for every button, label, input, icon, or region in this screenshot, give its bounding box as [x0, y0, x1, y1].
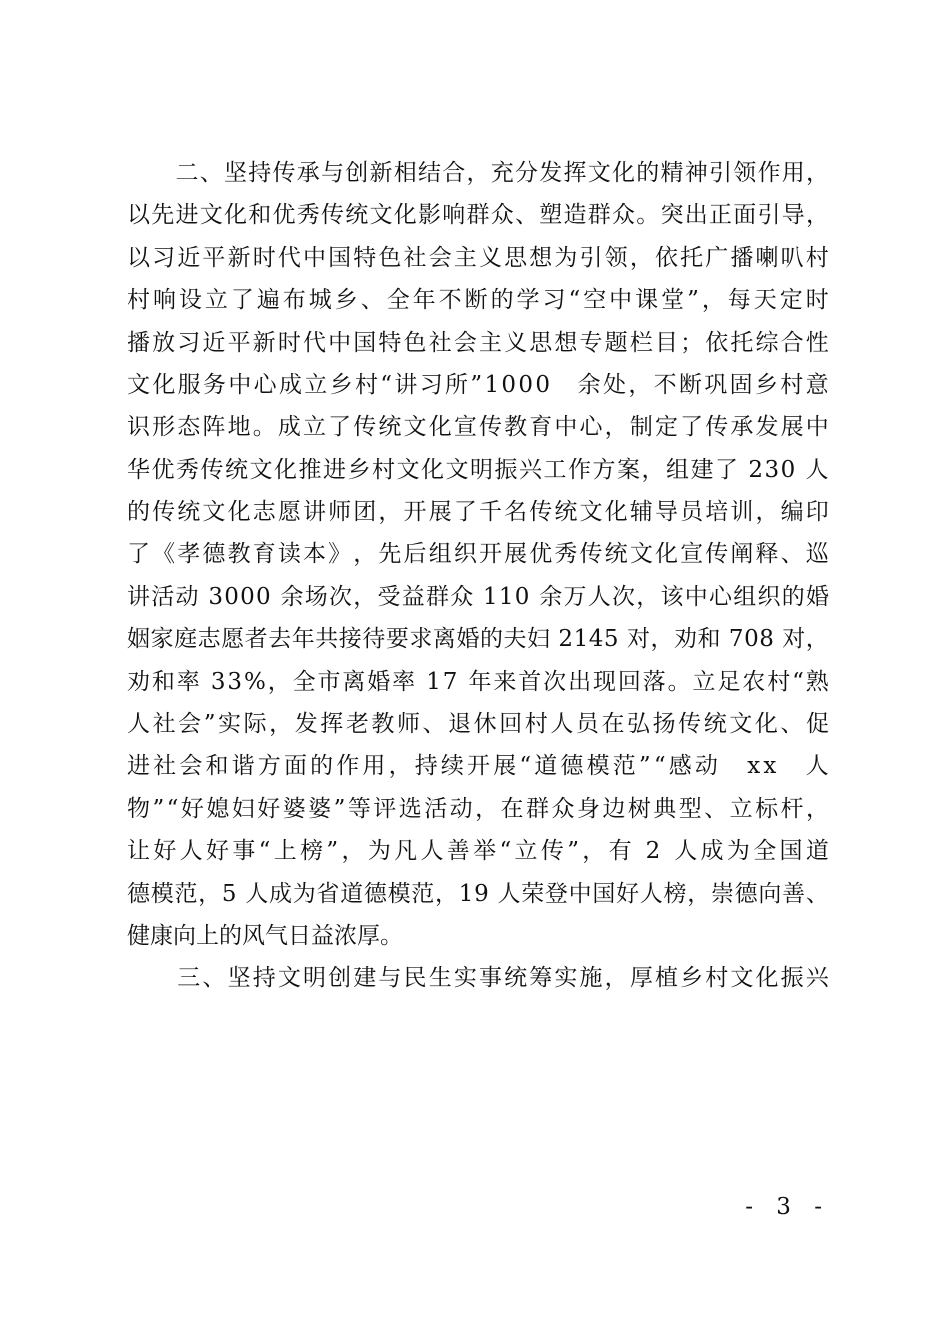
text-line: 的 传 统 文 化 志 愿 讲 师 团 ， 开 展 了 千 名 传 统 文 化 辅 导 员 培 训 ， 编 印: [127, 499, 829, 525]
text-line: 讲 活 动 3 0 0 0 余 场 次 ， 受 益 群 众 1 1 0 余 万 人 次 ， 该 中 心 组 织 的 婚: [127, 584, 829, 610]
text-line: 姻 家 庭 志 愿 者 去 年 共 接 待 要 求 离 婚 的 夫 妇 2 1 4 5 对 ， 劝 和 7 0 8 对 ，: [127, 626, 829, 652]
text-line: 了 《 孝 德 教 育 读 本 》 ， 先 后 组 织 开 展 优 秀 传 统 文 化 宣 传 阐 释 、 巡: [127, 541, 829, 567]
text-line: 文 化 服 务 中 心 成 立 乡 村 “ 讲 习 所 ” 1 0 0 0 余 处 ， 不 断 巩 固 乡 村 意: [127, 372, 829, 398]
text-line: 劝 和 率 3 3 % ， 全 市 离 婚 率 1 7 年 来 首 次 出 现 回 落 。 立 足 农 村 “ 熟: [127, 669, 829, 695]
text-line: 二 、 坚 持 传 承 与 创 新 相 结 合 ， 充 分 发 挥 文 化 的 精 神 引 领 作 用 ，: [175, 160, 829, 186]
text-line: 以 习 近 平 新 时 代 中 国 特 色 社 会 主 义 思 想 为 引 领 ， 依 托 广 播 喇 叭 村: [127, 245, 829, 271]
text-line: 识 形 态 阵 地 。 成 立 了 传 统 文 化 宣 传 教 育 中 心 ， 制 定 了 传 承 发 展 中: [127, 414, 829, 440]
text-line: 以 先 进 文 化 和 优 秀 传 统 文 化 影 响 群 众 、 塑 造 群 众 。 突 出 正 面 引 导 ，: [127, 202, 829, 228]
text-line: 让 好 人 好 事 “ 上 榜 ” ， 为 凡 人 善 举 “ 立 传 ” ， 有 2 人 成 为 全 国 道: [127, 838, 829, 864]
text-line: 华 优 秀 传 统 文 化 推 进 乡 村 文 化 文 明 振 兴 工 作 方 案 ， 组 建 了 2 3 0 人: [127, 457, 829, 483]
text-line: 德 模 范 ， 5 人 成 为 省 道 德 模 范 ， 1 9 人 荣 登 中 国 好 人 榜 ， 崇 德 向 善 、: [127, 881, 829, 907]
text-line: 人 社 会 ” 实 际 ， 发 挥 老 教 师 、 退 休 回 村 人 员 在 弘 扬 传 统 文 化 、 促: [127, 711, 829, 737]
text-line: 播 放 习 近 平 新 时 代 中 国 特 色 社 会 主 义 思 想 专 题 栏 目 ； 依 托 综 合 性: [127, 330, 829, 356]
text-line: 物 ” “ 好 媳 妇 好 婆 婆 ” 等 评 选 活 动 ， 在 群 众 身 边 树 典 型 、 立 标 杆 ，: [127, 796, 829, 822]
text-line: 健康向上的风气日益浓厚。: [127, 923, 403, 949]
page-number: - 3 -: [745, 1194, 830, 1220]
text-line: 三 、 坚 持 文 明 创 建 与 民 生 实 事 统 筹 实 施 ， 厚 植 乡 村 文 化 振 兴: [177, 965, 829, 991]
text-line: 村 响 设 立 了 遍 布 城 乡 、 全 年 不 断 的 学 习 “ 空 中 课 堂 ” ， 每 天 定 时: [127, 287, 829, 313]
text-line: 进 社 会 和 谐 方 面 的 作 用 ， 持 续 开 展 “ 道 德 模 范 ” “ 感 动 x x 人: [127, 753, 829, 779]
